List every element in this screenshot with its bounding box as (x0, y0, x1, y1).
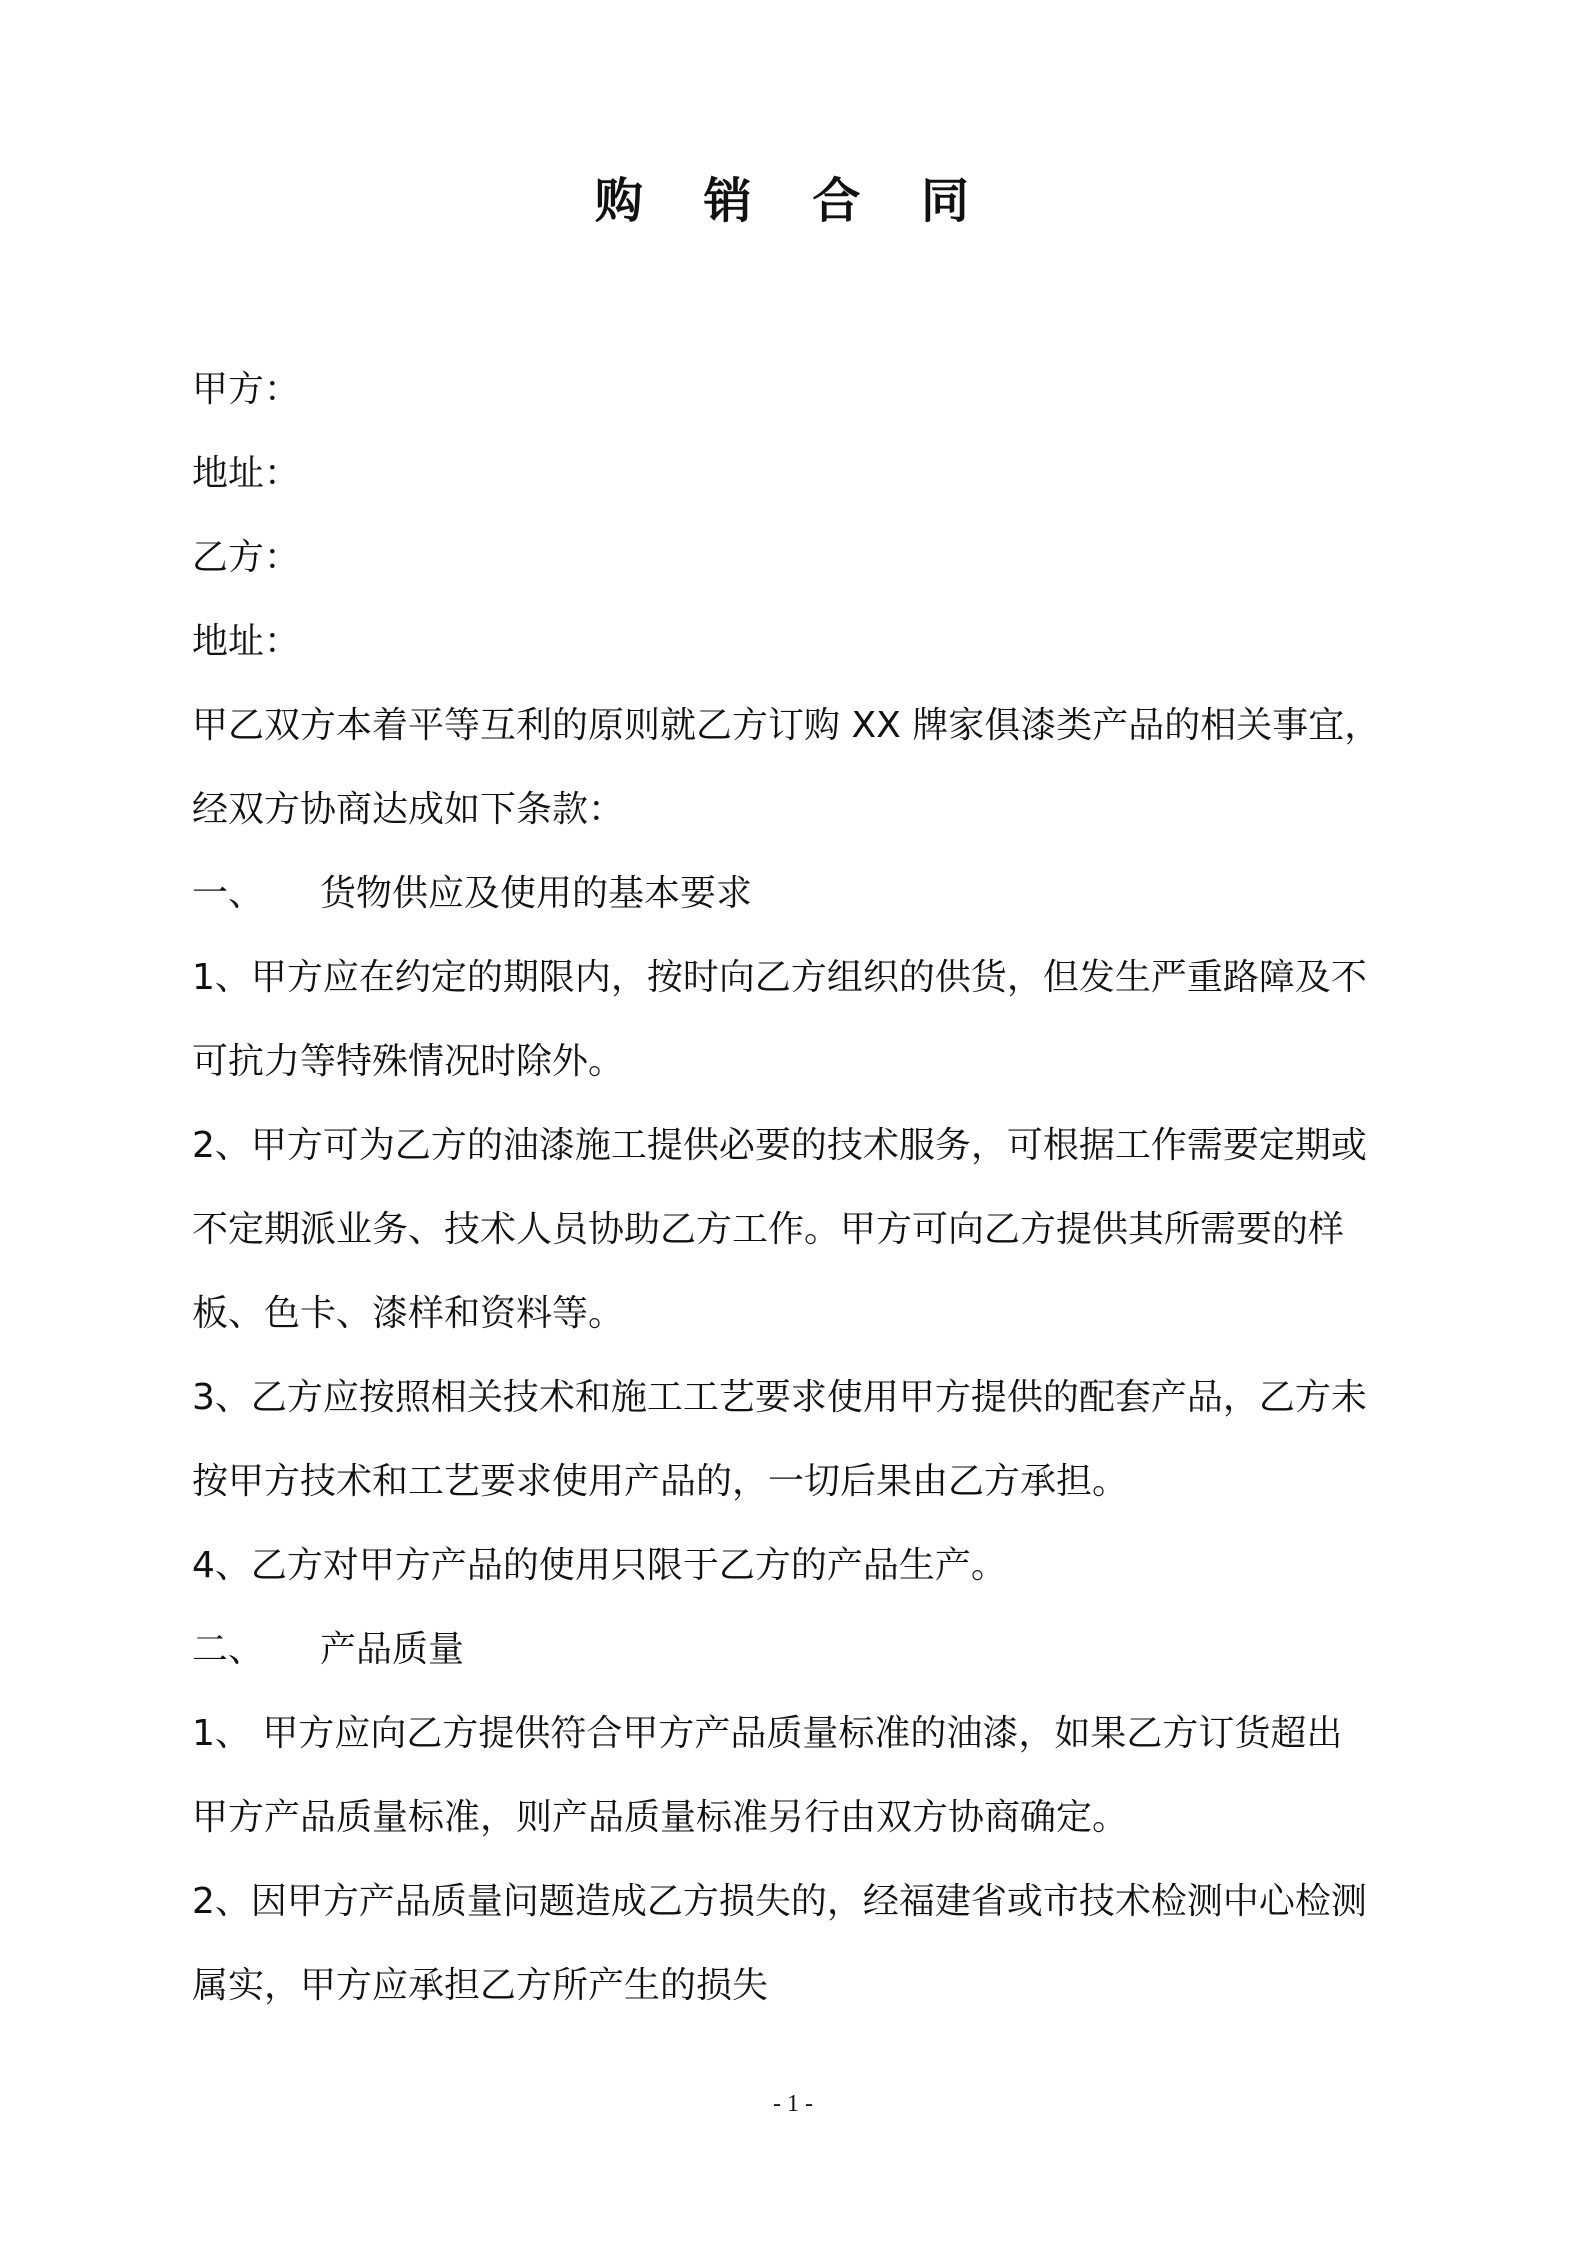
clause-line: 1、 甲方应向乙方提供符合甲方产品质量标准的油漆，如果乙方订货超出 (192, 1713, 1343, 1754)
intro-line: 甲乙双方本着平等互利的原则就乙方订购 XX 牌家俱漆类产品的相关事宜， (192, 705, 1381, 746)
clause-line: 2、甲方可为乙方的油漆施工提供必要的技术服务，可根据工作需要定期或 (192, 1125, 1367, 1166)
section-heading-2 (192, 1624, 464, 1676)
clause-line: 板、色卡、漆样和资料等。 (192, 1293, 625, 1334)
section-heading-1 (192, 868, 752, 920)
section-number: 一、 (192, 873, 265, 914)
clause-line: 4、乙方对甲方产品的使用只限于乙方的产品生产。 (192, 1545, 1007, 1586)
clause-line: 3、乙方应按照相关技术和施工工艺要求使用甲方提供的配套产品，乙方未 (192, 1377, 1367, 1418)
clause-line: 1、甲方应在约定的期限内，按时向乙方组织的供货，但发生严重路障及不 (192, 957, 1367, 998)
party-a-label: 甲方： (192, 369, 301, 410)
clause-line: 甲方产品质量标准，则产品质量标准另行由双方协商确定。 (192, 1797, 1129, 1838)
document-title: 购 销 合 同 (594, 173, 992, 229)
clause-line: 按甲方技术和工艺要求使用产品的，一切后果由乙方承担。 (192, 1461, 1129, 1502)
intro-line: 经双方协商达成如下条款： (192, 789, 625, 830)
clause-line: 2、因甲方产品质量问题造成乙方损失的，经福建省或市技术检测中心检测 (192, 1881, 1367, 1922)
clause-line: 不定期派业务、技术人员协助乙方工作。甲方可向乙方提供其所需要的样 (192, 1209, 1345, 1250)
address-a-label: 地址： (192, 453, 301, 494)
party-b-label: 乙方： (192, 537, 301, 578)
section-number: 二、 (192, 1629, 265, 1670)
page-number: - 1 - (773, 2091, 813, 2117)
address-b-label: 地址： (192, 621, 301, 662)
clause-line: 属实，甲方应承担乙方所产生的损失 (192, 1965, 769, 2006)
section-title: 货物供应及使用的基本要求 (320, 873, 753, 914)
section-title: 产品质量 (320, 1629, 465, 1670)
clause-line: 可抗力等特殊情况时除外。 (192, 1041, 625, 1082)
